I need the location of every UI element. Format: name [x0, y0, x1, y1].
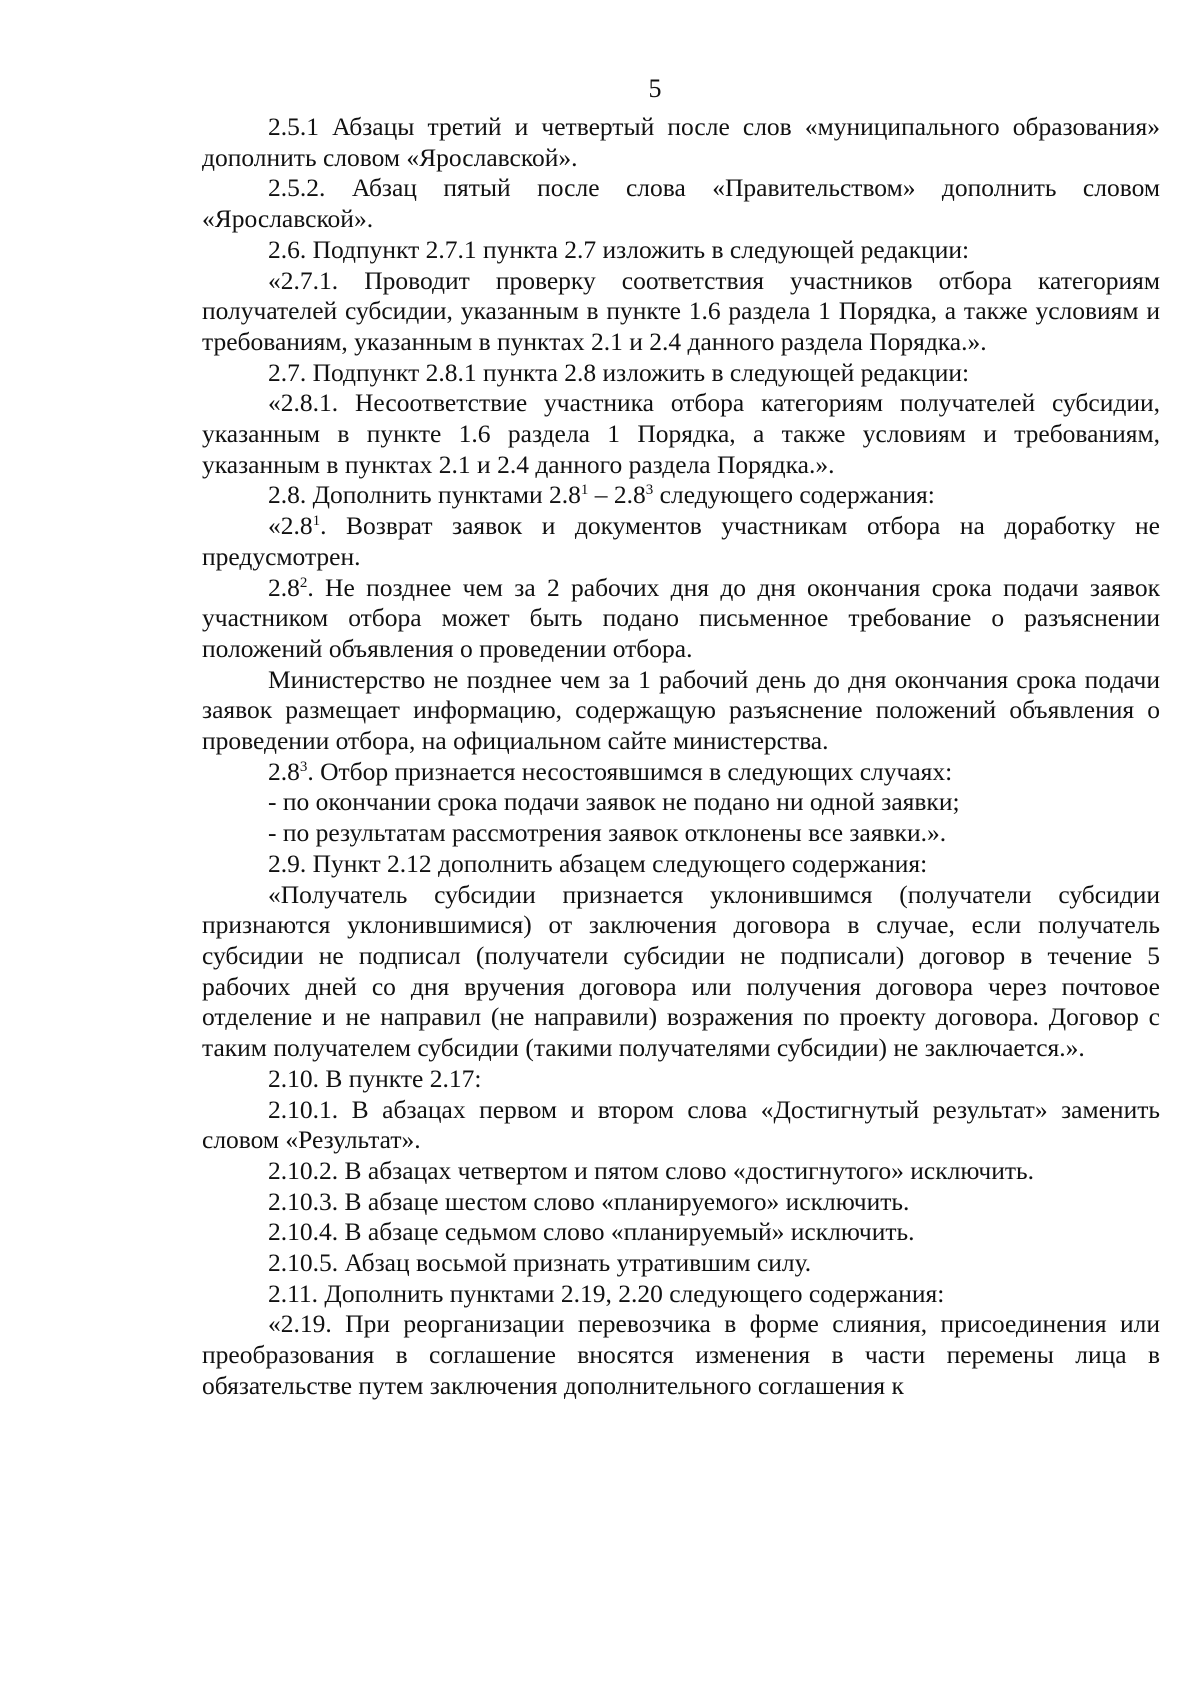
- paragraph-2-8: 2.8. Дополнить пунктами $2.8^1 - 2.8^3$ следующего содержания:: [268, 480, 935, 510]
- paragraph-ministry: Министерство не позднее чем за 1 рабочий день до дня окончания срока подачи заявок размещает информацию, содержащую разъяснение положений объявления о проведении отбора, на официальном сайте министерства.: [202, 664, 1160, 756]
- paragraph-2-6: 2.6. Подпункт 2.7.1 пункта 2.7 изложить в следующей редакции:: [268, 234, 970, 264]
- paragraph-2-7-1-quote: «2.7.1. Проводит проверку соответствия участников отбора категориям получателей субсидии, указанным в пункте 1.6 раздела 1 Порядка, а также условиям и требованиям, указанным в пунктах 2.1 и 2.4 данного раздела Порядка.».: [202, 265, 1160, 356]
- paragraph-2-8-sup1: «$2.8^1$. Возврат заявок и документов участникам отбора на доработку не предусмотрен.: [202, 511, 1160, 571]
- paragraph-2-7: 2.7. Подпункт 2.8.1 пункта 2.8 изложить в следующей редакции:: [268, 357, 970, 387]
- paragraph-2-5-2: 2.5.2. Абзац пятый после слова «Правительством» дополнить словом «Ярославской».: [202, 173, 1160, 234]
- page-number: 5: [648, 74, 662, 103]
- paragraph-2-10-1: 2.10.1. В абзацах первом и втором слова «Достигнутый результат» заменить словом «Результат».: [202, 1094, 1160, 1155]
- paragraph-2-9-quote: «Получатель субсидии признается уклонившимся (получатели субсидии признаются уклонившимися) от заключения договора в случае, если получатель субсидии не подписал (получатели субсидии не подписали) договор в течение 5 рабочих дней со дня вручения договора или получения договора через почтовое отделение и не направил (не направили) возражения по проекту договора. Договор с таким получателем субсидии (такими получателями субсидии) не заключается.».: [202, 879, 1160, 1063]
- paragraph-2-8-1-quote: «2.8.1. Несоответствие участника отбора категориям получателей субсидии, указанным в пункте 1.6 раздела 1 Порядка, а также условиям и требованиям, указанным в пунктах 2.1 и 2.4 данного раздела Порядка.».: [202, 388, 1160, 479]
- paragraph-2-19-quote: «2.19. При реорганизации перевозчика в форме слияния, присоединения или преобразования в соглашение вносятся изменения в части перемены лица в обязательстве путем заключения дополнительного соглашения к: [202, 1309, 1160, 1400]
- list-item-no-applications: - по окончании срока подачи заявок не подано ни одной заявки;: [268, 787, 960, 817]
- paragraph-2-5-1: 2.5.1 Абзацы третий и четвертый после слов «муниципального образования» дополнить словом «Ярославской».: [202, 112, 1160, 172]
- paragraph-2-10: 2.10. В пункте 2.17:: [268, 1063, 482, 1093]
- paragraph-2-9: 2.9. Пункт 2.12 дополнить абзацем следующего содержания:: [268, 848, 928, 878]
- paragraph-2-10-4: 2.10.4. В абзаце седьмом слово «планируемый» исключить.: [268, 1217, 915, 1247]
- paragraph-2-8-sup3: $2.8^3$. Отбор признается несостоявшимся в следующих случаях:: [268, 756, 953, 786]
- paragraph-2-10-2: 2.10.2. В абзацах четвертом и пятом слово «достигнутого» исключить.: [268, 1155, 1035, 1185]
- paragraph-2-10-3: 2.10.3. В абзаце шестом слово «планируемого» исключить.: [268, 1186, 910, 1216]
- paragraph-2-10-5: 2.10.5. Абзац восьмой признать утратившим силу.: [268, 1248, 812, 1278]
- list-item-all-rejected: - по результатам рассмотрения заявок отклонены все заявки.».: [268, 818, 947, 848]
- paragraph-2-11: 2.11. Дополнить пунктами 2.19, 2.20 следующего содержания:: [268, 1278, 945, 1308]
- paragraph-2-8-sup2: $2.8^2$. Не позднее чем за 2 рабочих дня до дня окончания срока подачи заявок участником отбора может быть подано письменное требование о разъяснении положений объявления о проведении отбора.: [202, 572, 1160, 663]
- document-body: [202, 112, 1160, 1402]
